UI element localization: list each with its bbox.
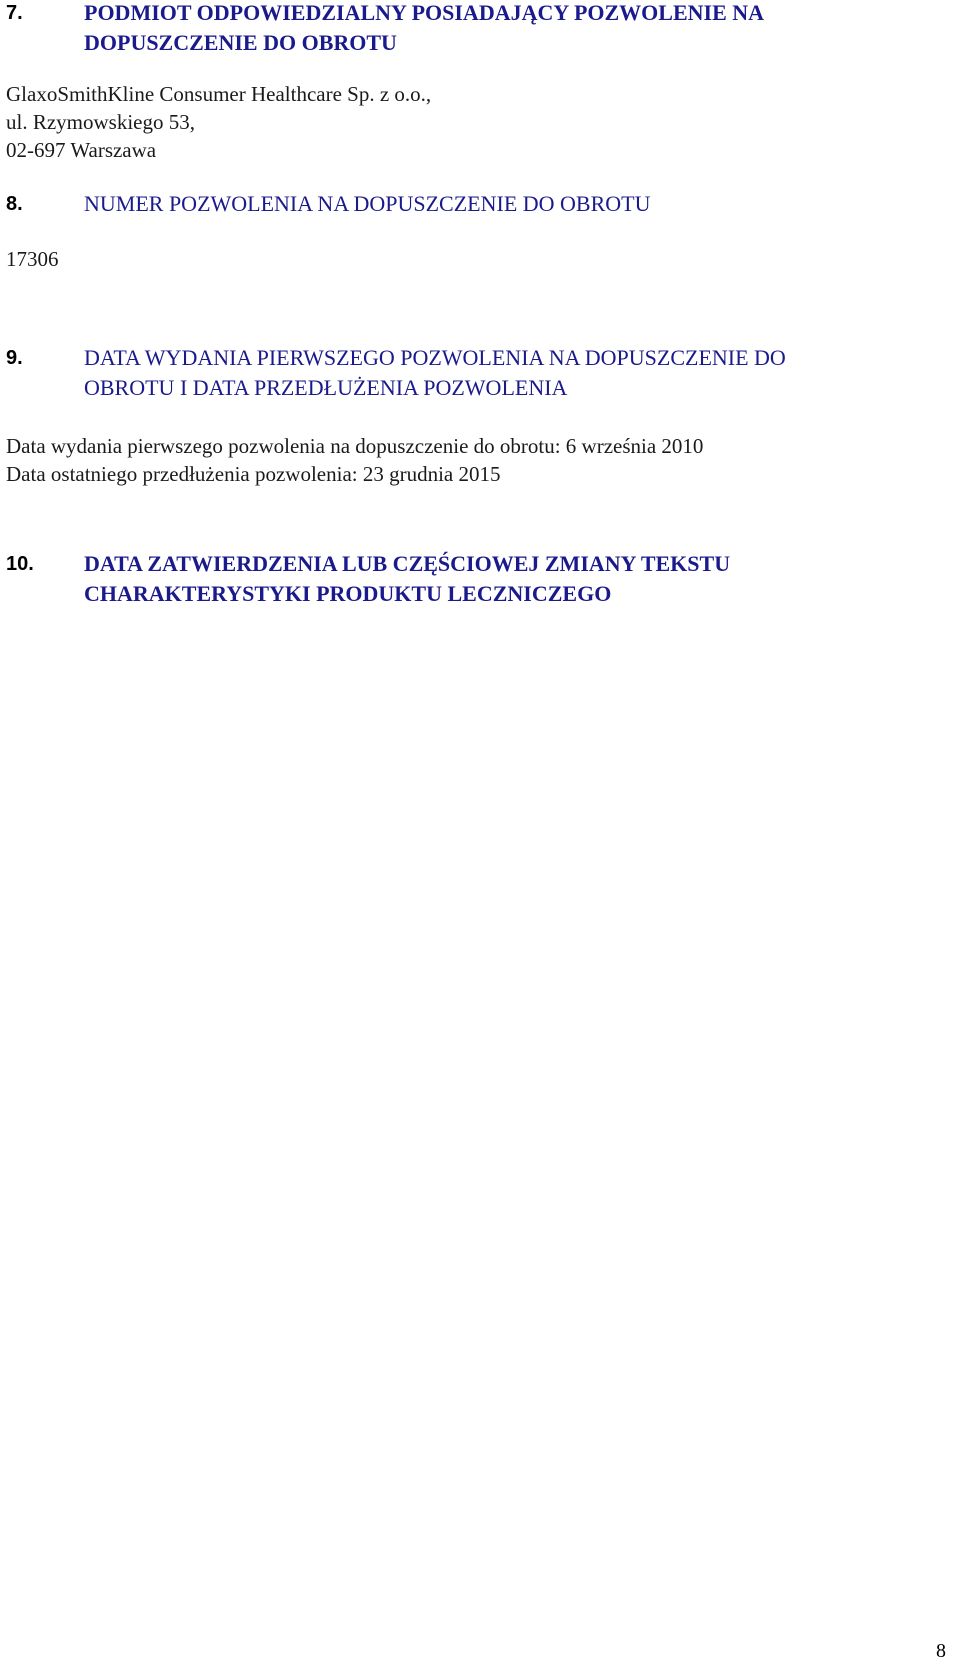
first-authorisation-date: Data wydania pierwszego pozwolenia na dopuszczenie do obrotu: 6 września 2010 xyxy=(6,434,704,458)
address-line-3: 02-697 Warszawa xyxy=(6,138,157,162)
section-8-number: 8. xyxy=(6,193,23,215)
section-7-address xyxy=(6,80,946,164)
section-9-heading xyxy=(0,343,950,403)
section-10-title-line-1: DATA ZATWIERDZENIA LUB CZĘŚCIOWEJ ZMIANY TEKSTU xyxy=(84,551,731,576)
section-7-title xyxy=(84,0,950,58)
section-7-title-line-1: PODMIOT ODPOWIEDZIALNY POSIADAJĄCY POZWOLENIE NA xyxy=(84,0,765,25)
section-7-title-line-2: DOPUSZCZENIE DO OBROTU xyxy=(84,30,397,55)
section-8-heading xyxy=(0,189,950,219)
section-10-heading xyxy=(0,549,950,609)
authorisation-number: 17306 xyxy=(6,247,59,271)
section-7-number: 7. xyxy=(6,2,23,24)
page-number: 8 xyxy=(936,1640,946,1662)
section-10-title-line-2: CHARAKTERYSTYKI PRODUKTU LECZNICZEGO xyxy=(84,581,612,606)
renewal-date: Data ostatniego przedłużenia pozwolenia: 23 grudnia 2015 xyxy=(6,462,501,486)
address-line-2: ul. Rzymowskiego 53, xyxy=(6,110,195,134)
section-9-title-line-2: OBROTU I DATA PRZEDŁUŻENIA POZWOLENIA xyxy=(84,375,568,400)
section-10-title xyxy=(84,549,950,609)
section-7-heading xyxy=(0,0,950,58)
section-8-value-block xyxy=(6,245,946,273)
address-line-1: GlaxoSmithKline Consumer Healthcare Sp. z o.o., xyxy=(6,82,432,106)
section-9-dates xyxy=(6,432,946,488)
section-10-number: 10. xyxy=(6,553,34,575)
section-8-title: NUMER POZWOLENIA NA DOPUSZCZENIE DO OBROTU xyxy=(84,191,651,216)
section-9-number: 9. xyxy=(6,347,23,369)
section-9-title xyxy=(84,343,950,403)
section-9-title-line-1: DATA WYDANIA PIERWSZEGO POZWOLENIA NA DOPUSZCZENIE DO xyxy=(84,345,786,370)
